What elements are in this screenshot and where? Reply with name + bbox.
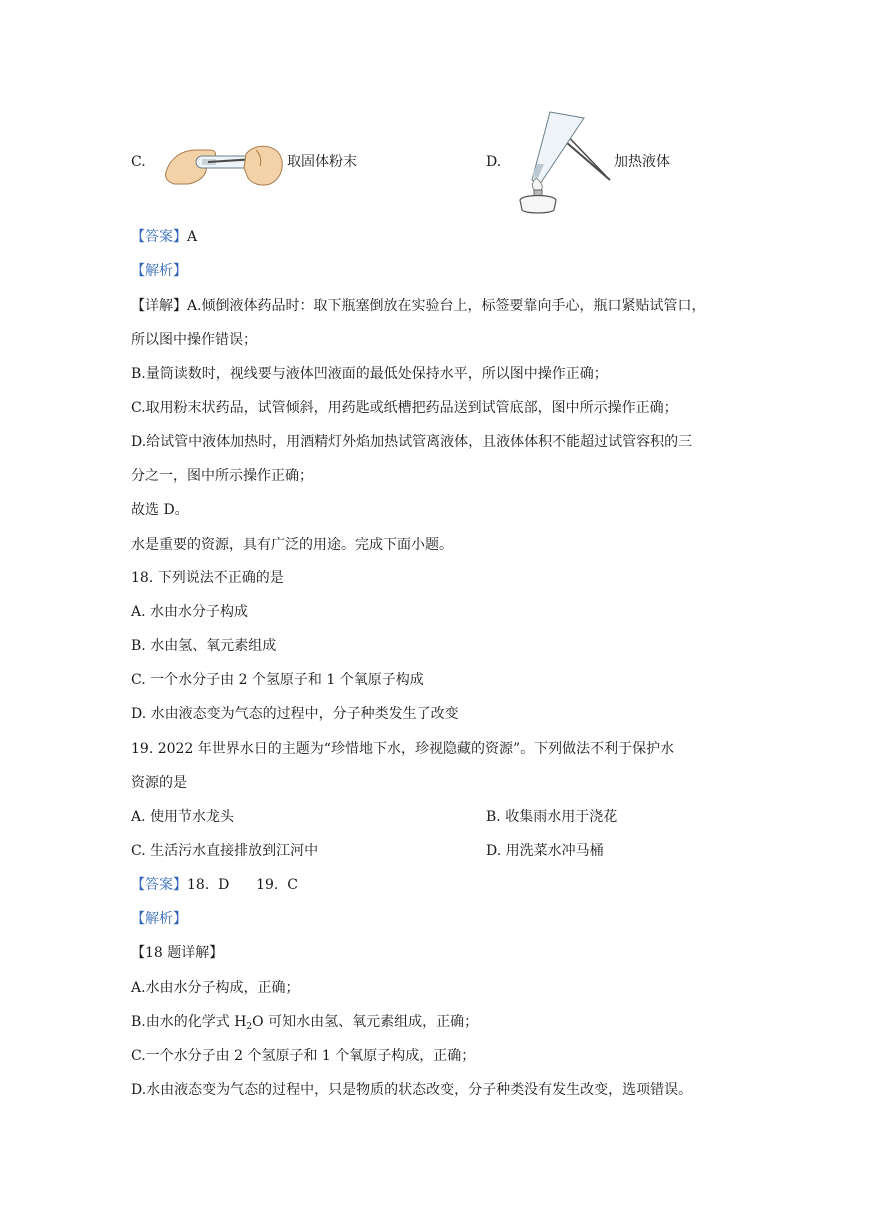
option-d-label: D. — [486, 154, 502, 170]
q19-option-b: B. 收集雨水用于浇花 — [486, 809, 618, 825]
solid-powder-illustration — [160, 136, 288, 192]
detail18-b-post: O 可知水由氢、氧元素组成，正确； — [252, 1014, 479, 1030]
answer-value: A — [187, 229, 198, 245]
detail-line-7: 故选 D。 — [131, 502, 189, 518]
analysis-tag-2: 【解析】 — [131, 911, 187, 927]
detail-line-1 — [131, 296, 706, 316]
answer-tag-2: 【答案】 — [131, 877, 187, 893]
q18-option-b: B. 水由氢、氧元素组成 — [131, 638, 277, 654]
detail-text-1: A.倾倒液体药品时：取下瓶塞倒放在实验台上，标签要靠向手心，瓶口紧贴试管口， — [187, 298, 706, 314]
detail18-line-a: A.水由水分子构成，正确； — [131, 980, 300, 996]
option-c-label: C. — [131, 154, 146, 170]
answer-line-2 — [131, 875, 298, 895]
detail18-line-b — [131, 1012, 478, 1037]
option-d-caption: 加热液体 — [614, 154, 670, 170]
detail-line-3: B.量筒读数时，视线要与液体凹液面的最低处保持水平，所以图中操作正确； — [131, 366, 608, 382]
detail18-line-c: C.一个水分子由 2 个氢原子和 1 个氧原子构成，正确； — [131, 1048, 476, 1064]
intro-text: 水是重要的资源，具有广泛的用途。完成下面小题。 — [131, 537, 453, 553]
option-c-caption: 取固体粉末 — [287, 154, 357, 170]
detail-tag: 【详解】 — [131, 298, 187, 314]
detail18-b-subscript: 2 — [246, 1022, 253, 1032]
q19-option-a: A. 使用节水龙头 — [131, 809, 235, 825]
answer-tag: 【答案】 — [131, 229, 187, 245]
q18-option-a: A. 水由水分子构成 — [131, 604, 249, 620]
detail-line-4: C.取用粉末状药品，试管倾斜，用药匙或纸槽把药品送到试管底部，图中所示操作正确； — [131, 400, 678, 416]
answer-line — [131, 227, 197, 247]
q19-stem-line-2: 资源的是 — [131, 775, 187, 791]
q19-option-d: D. 用洗菜水冲马桶 — [486, 843, 604, 859]
q18-option-c: C. 一个水分子由 2 个氢原子和 1 个氧原子构成 — [131, 672, 424, 688]
q18-option-d: D. 水由液态变为气态的过程中，分子种类发生了改变 — [131, 706, 459, 722]
heating-liquid-illustration — [510, 108, 614, 214]
detail18-line-d: D.水由液态变为气态的过程中，只是物质的状态改变，分子种类没有发生改变，选项错误。 — [131, 1082, 693, 1098]
q19-stem-line-1: 19. 2022 年世界水日的主题为“珍惜地下水，珍视隐藏的资源”。下列做法不利于保护水 — [131, 741, 675, 757]
detail18-tag: 【18 题详解】 — [131, 945, 224, 961]
detail-line-2: 所以图中操作错误； — [131, 332, 257, 348]
q19-option-c: C. 生活污水直接排放到江河中 — [131, 843, 319, 859]
answer-value-2: 18. D 19. C — [187, 877, 298, 893]
detail-line-6: 分之一，图中所示操作正确； — [131, 468, 313, 484]
detail18-b-pre: B.由水的化学式 H — [131, 1014, 247, 1030]
analysis-tag: 【解析】 — [131, 263, 187, 279]
detail-line-5: D.给试管中液体加热时，用酒精灯外焰加热试管离液体，且液体体积不能超过试管容积的三 — [131, 434, 693, 450]
q18-stem: 18. 下列说法不正确的是 — [131, 570, 284, 586]
